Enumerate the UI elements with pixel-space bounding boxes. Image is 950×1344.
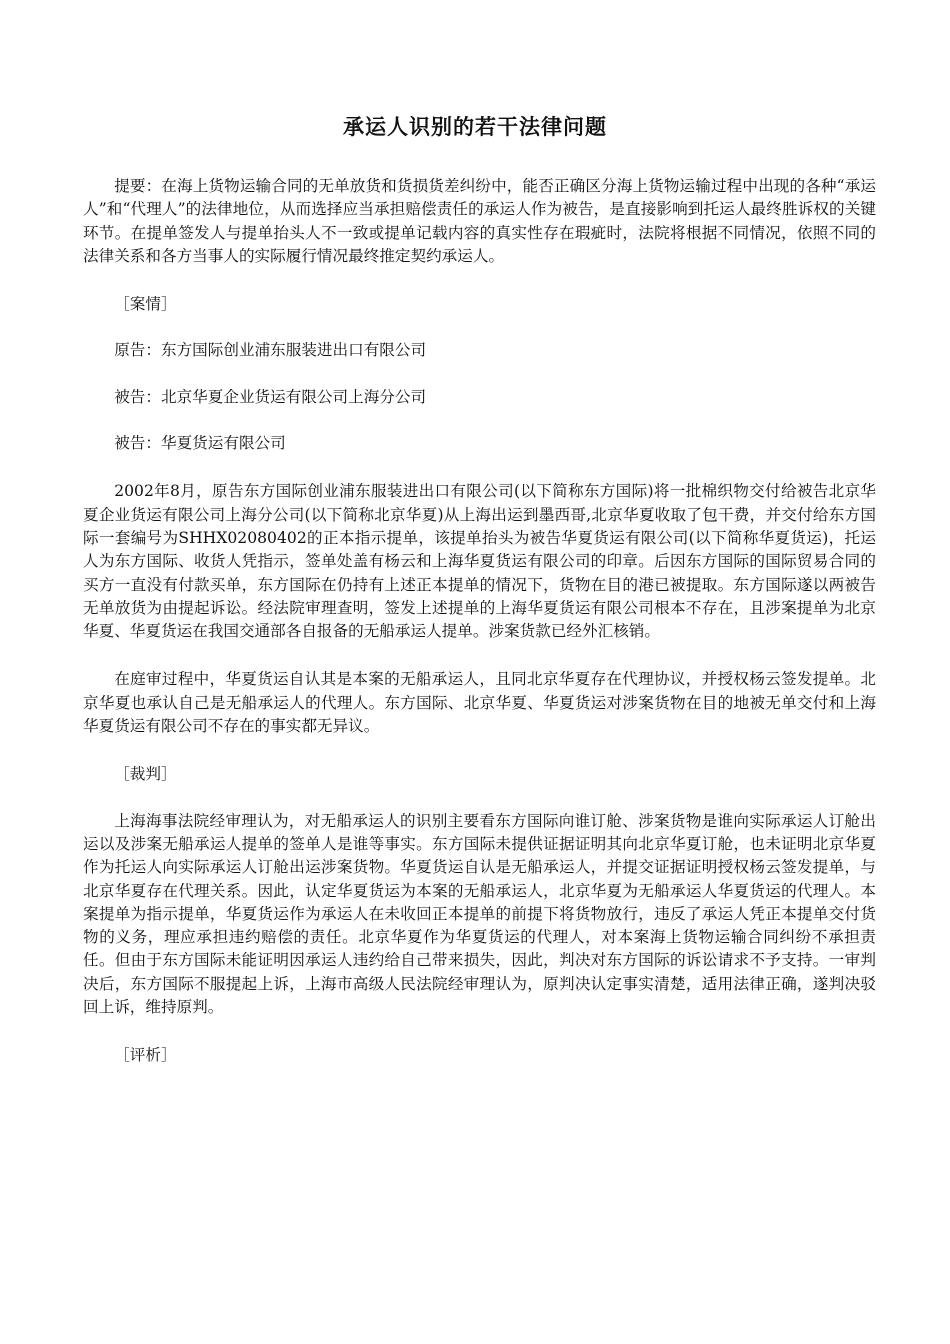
judgment-paragraph: 上海海事法院经审理认为，对无船承运人的识别主要看东方国际向谁订舱、涉案货物是谁向实际承运人订舱出运以及涉案无船承运人提单的签单人是谁等事实。东方国际未提供证据证明其向北京华夏订舱，也未证明北京华夏作为托运人向实际承运人订舱出运涉案货物。华夏货运自认是无船承运人，并提交证据证明授权杨云签发提单，与北京华夏存在代理关系。因此，认定华夏货运为本案的无船承运人，北京华夏为无船承运人华夏货运的代理人。本案提单为指示提单，华夏货运作为承运人在未收回正本提单的前提下将货物放行，违反了承运人凭正本提单交付货物的义务，理应承担违约赔偿的责任。北京华夏作为华夏货运的代理人，对本案海上货物运输合同纠纷不承担责任。但由于东方国际未能证明因承运人违约给自己带来损失，因此，判决对东方国际的诉讼请求不予支持。一审判决后，东方国际不服提起上诉，上海市高级人民法院经审理认为，原判决认定事实清楚，适用法律正确，遂判决驳回上诉，维持原判。 <box>83 811 876 1017</box>
defendant-line-2: 被告：华夏货运有限公司 <box>114 434 286 453</box>
document-title: 承运人识别的若干法律问题 <box>343 115 607 139</box>
document-body <box>83 175 876 1068</box>
facts-paragraph-1: 2002年8月，原告东方国际创业浦东服装进出口有限公司(以下简称东方国际)将一批棉织物交付给被告北京华夏企业货运有限公司上海分公司(以下简称北京华夏)从上海出运到墨西哥,北京华夏收取了包干费，并交付给东方国际一套编号为SHHX02080402的正本指示提单，该提单抬头为被告华夏货运有限公司(以下简称华夏货运)，托运人为东方国际、收货人凭指示，签单处盖有杨云和上海华夏货运有限公司的印章。后因东方国际的国际贸易合同的买方一直没有付款买单，东方国际在仍持有上述正本提单的情况下，货物在目的港已被提取。东方国际遂以两被告无单放货为由提起诉讼。经法院审理查明，签发上述提单的上海华夏货运有限公司根本不存在，且涉案提单为北京华夏、华夏货运在我国交通部各自报备的无船承运人提单。涉案货款已经外汇核销。 <box>83 482 876 641</box>
section-heading-judgment: ［裁判］ <box>114 765 177 784</box>
section-heading-case: ［案情］ <box>114 295 177 314</box>
section-heading-analysis: ［评析］ <box>114 1046 177 1065</box>
defendant-line-1: 被告：北京华夏企业货运有限公司上海分公司 <box>114 387 427 406</box>
abstract-paragraph: 提要：在海上货物运输合同的无单放货和货损货差纠纷中，能否正确区分海上货物运输过程中出现的各种“承运人”和“代理人”的法律地位，从而选择应当承担赔偿责任的承运人作为被告，是直接影响到托运人最终胜诉权的关键环节。在提单签发人与提单抬头人不一致或提单记载内容的真实性存在瑕疵时，法院将根据不同情况，依照不同的法律关系和各方当事人的实际履行情况最终推定契约承运人。 <box>83 177 876 265</box>
facts-paragraph-2: 在庭审过程中，华夏货运自认其是本案的无船承运人，且同北京华夏存在代理协议，并授权杨云签发提单。北京华夏也承认自己是无船承运人的代理人。东方国际、北京华夏、华夏货运对涉案货物在目的地被无单交付和上海华夏货运有限公司不存在的事实都无异议。 <box>83 670 876 736</box>
plaintiff-line: 原告：东方国际创业浦东服装进出口有限公司 <box>114 341 427 360</box>
